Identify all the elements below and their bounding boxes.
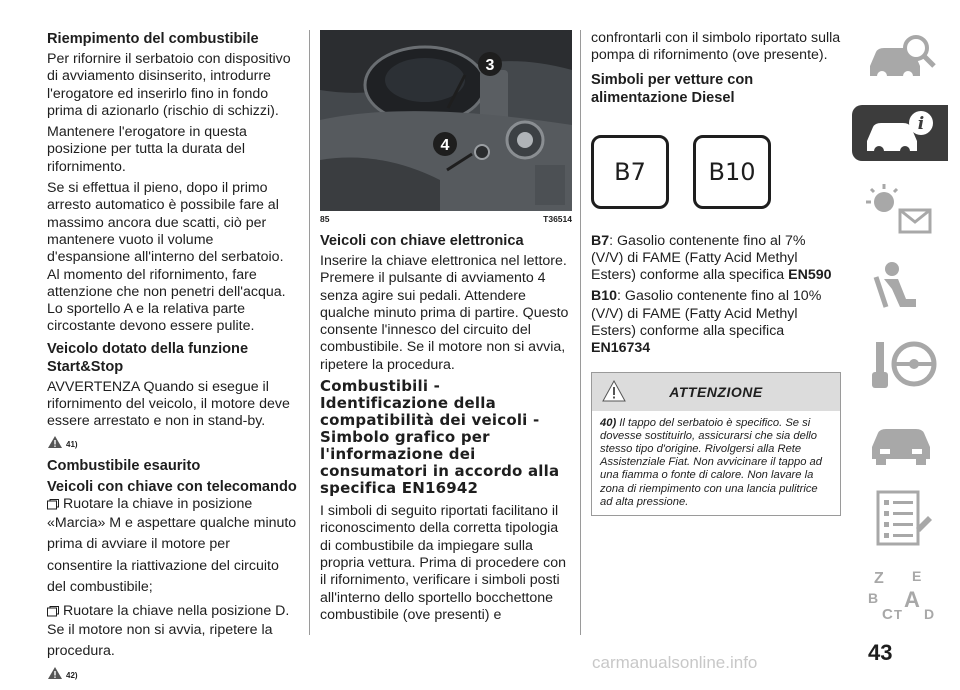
symbol-b7: B7 xyxy=(591,135,669,209)
column-left xyxy=(47,30,299,690)
paragraph: Mantenere l'erogatore in questa posizione per tutta la durata del rifornimento. xyxy=(47,124,247,175)
key-steering-icon[interactable] xyxy=(862,336,940,392)
warning-icon xyxy=(47,666,63,680)
warning-number: 40) xyxy=(600,416,617,429)
paragraph: «Marcia» M e aspettare qualche minuto prima di avviare il motore per consentire la riattivazione del circuito del combustibile; xyxy=(47,514,297,596)
heading-fuel-compatibility: Combustibili - Identificazione della compatibilità dei veicoli - Simbolo grafico per l'informazione dei consumatori in accordo alla specifica EN16942 xyxy=(320,377,560,498)
b10-spec: EN16734 xyxy=(591,340,651,357)
list-icon[interactable] xyxy=(862,490,940,546)
warning-box xyxy=(591,372,841,516)
car-info-icon[interactable] xyxy=(852,105,948,161)
page-number: 43 xyxy=(868,640,893,665)
step-item xyxy=(47,496,299,513)
lights-mail-icon[interactable] xyxy=(862,182,940,238)
warning-text xyxy=(592,411,840,515)
step-text: Ruotare la chiave nella posizione D. xyxy=(63,602,290,619)
note-ref-label: 41) xyxy=(66,439,78,449)
b7-spec: EN590 xyxy=(788,267,832,284)
paragraph: Se il motore non si avvia, ripetere la procedura. xyxy=(47,622,273,660)
airbag-seat-icon[interactable] xyxy=(862,259,940,315)
paragraph: I simboli di seguito riportati facilitano il riconoscimento della corretta tipologia di combustibile da impiegare sulla propria vettura. Prima di procedere con il rifornimento, verificare i simboli posti all'interno dello sportello bocchettone combustibile (ove presenti) e xyxy=(320,503,567,623)
svg-text:i: i xyxy=(917,114,925,134)
heading-refuel: Riempimento del combustibile xyxy=(47,31,259,47)
warning-content: Il tappo del serbatoio è specifico. Se si dovesse sostituirlo, assicurarsi che sia dello stesso tipo d'origine. Rivolgersi alla Rete Assistenziale Fiat. Non avvicinare il tappo ad una fiamma o fonte di calore. Non lavare la zona di riempimento con una lancia pulitrice ad alta pressione. xyxy=(600,416,822,508)
symbol-b10: B10 xyxy=(693,135,771,209)
step-item xyxy=(47,603,299,620)
callout-4: 4 xyxy=(440,137,450,154)
car-search-icon[interactable] xyxy=(862,28,940,84)
b7-description xyxy=(591,233,841,285)
paragraph: Inserire la chiave elettronica nel lettore. Premere il pulsante di avviamento 4 senza agire sui pedali. Attendere qualche minuto prima di partire. Questo consente l'innesco del circuito del combustibile. Se il motore non si avvia, ripetere la procedura. xyxy=(320,253,569,373)
paragraph: confrontarli con il simbolo riportato sulla pompa di rifornimento (ove presente). xyxy=(591,30,841,64)
callout-3: 3 xyxy=(485,57,495,74)
warning-icon xyxy=(602,380,626,402)
key-bullet-icon xyxy=(47,606,59,617)
step-text: Ruotare la chiave in posizione xyxy=(63,495,253,512)
dashboard-photo xyxy=(320,30,572,211)
dashboard-illustration xyxy=(320,30,572,211)
heading-start-stop: Veicolo dotato della funzione Start&Stop xyxy=(47,340,249,375)
warning-title: ATTENZIONE xyxy=(669,383,763,400)
figure-code: T36514 xyxy=(543,214,572,224)
b7-label: B7 xyxy=(591,232,610,249)
index-letter: B xyxy=(868,590,879,606)
note-ref-42[interactable] xyxy=(47,666,299,680)
b10-label: B10 xyxy=(591,288,618,305)
warning-icon xyxy=(47,435,63,449)
warning-header xyxy=(592,373,840,411)
index-letter: Z xyxy=(874,570,884,587)
column-right xyxy=(591,30,841,516)
heading-diesel-symbols: Simboli per vetture con alimentazione Diesel xyxy=(591,71,754,106)
paragraph: Per rifornire il serbatoio con dispositivo di avviamento disinserito, introdurre l'erogatore ed inserirlo fino in fondo prima di azionarlo (rischio di schizzi). xyxy=(47,51,291,119)
column-divider xyxy=(309,30,310,635)
figure-caption xyxy=(320,214,572,224)
chapter-sidebar xyxy=(852,28,948,644)
index-letter: T xyxy=(894,607,902,622)
car-service-icon[interactable] xyxy=(862,413,940,469)
column-divider xyxy=(580,30,581,635)
watermark: carmanualsonline.info xyxy=(592,653,758,672)
figure-number: 85 xyxy=(320,214,330,224)
heading-fuel-empty: Combustibile esaurito xyxy=(47,457,201,474)
heading-remote-key: Veicoli con chiave con telecomando xyxy=(47,478,297,495)
b7-text: : Gasolio contenente fino al 7% (V/V) di FAME (Fatty Acid Methyl Esters) conforme alla specifica xyxy=(591,232,806,284)
index-letter: A xyxy=(904,587,920,612)
index-letter: D xyxy=(924,606,935,622)
b10-text: : Gasolio contenente fino al 10% (V/V) di FAME (Fatty Acid Methyl Esters) conforme alla specifica xyxy=(591,288,822,340)
paragraph: AVVERTENZA Quando si esegue il rifornimento del veicolo, il motore deve essere arrestato e non in stand-by. xyxy=(47,378,290,430)
note-ref-label: 42) xyxy=(66,671,78,681)
fuel-symbols xyxy=(591,135,841,209)
alphabet-index-icon[interactable] xyxy=(862,567,940,623)
heading-electronic-key: Veicoli con chiave elettronica xyxy=(320,233,524,249)
index-letter: E xyxy=(912,568,922,584)
b10-description xyxy=(591,288,841,357)
index-letter: C xyxy=(882,606,893,623)
key-bullet-icon xyxy=(47,499,59,510)
note-ref-41[interactable] xyxy=(47,435,299,449)
paragraph: Se si effettua il pieno, dopo il primo arresto automatico è possibile fare al massimo ancora due scatti, ciò per mantenere vuoto il volume d'espansione all'interno del serbatoio. Al momento del rifornimento, fare attenzione che non penetri dell'acqua. Lo sportello A e la relativa parte circostante devono essere pulite. xyxy=(47,180,286,335)
column-middle xyxy=(320,30,572,628)
